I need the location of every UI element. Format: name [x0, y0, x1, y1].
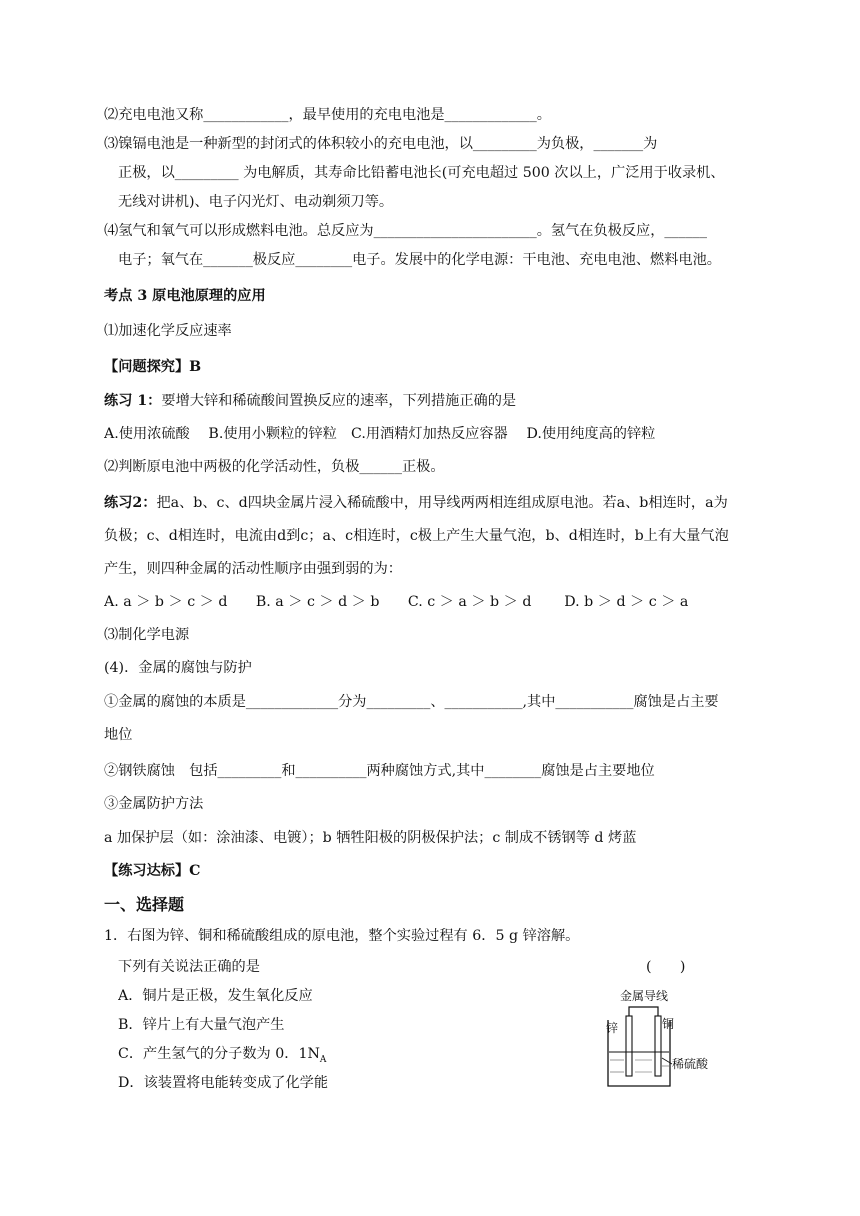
text-line: A.使用浓硫酸 B.使用小颗粒的锌粒 C.用酒精灯加热反应容器 D.使用纯度高的锌粒: [104, 426, 656, 442]
section-heading: 考点 3 原电池原理的应用: [104, 288, 266, 304]
text-line: 正极，以_________ 为电解质，其寿命比铅蓄电池长(可充电超过 500 次以上，广泛用于收录机、: [118, 165, 725, 181]
text-line: ③金属防护方法: [104, 796, 204, 812]
section-title: 一、选择题: [104, 895, 185, 914]
wire-label: 金属导线: [620, 989, 669, 1003]
copper-label: 铜: [662, 1017, 675, 1031]
text-line: 无线对讲机)、电子闪光灯、电动剃须刀等。: [118, 194, 394, 210]
galvanic-cell-figure: [600, 988, 710, 1092]
option-b: B．锌片上有大量气泡产生: [118, 1017, 285, 1033]
answer-bracket: ( ): [646, 959, 686, 975]
text-line: ⑷氢气和氧气可以形成燃料电池。总反应为_______________________。氢气在负极反应，______: [104, 223, 707, 239]
copper-electrode: [655, 1016, 661, 1076]
option-a: A．铜片是正极，发生氧化反应: [118, 988, 313, 1004]
exercise-text: 把a、b、c、d四块金属片浸入稀硫酸中，用导线两两相连组成原电池。若a、b相连时，a为: [156, 495, 728, 511]
question-stem: 下列有关说法正确的是: [118, 959, 260, 975]
exercise-label: 练习2：: [104, 495, 157, 511]
text-line: ⑴加速化学反应速率: [104, 323, 232, 339]
text-line: ⑵充电电池又称____________，最早使用的充电电池是_____________。: [104, 107, 551, 123]
section-heading: 【练习达标】C: [104, 863, 201, 879]
metal-wire: [629, 1007, 658, 1034]
option-c-text: C．产生氢气的分子数为 0．1N: [118, 1046, 320, 1062]
text-line: ⑶制化学电源: [104, 627, 190, 643]
text-line: 地位: [104, 727, 133, 743]
exercise-label: 练习 1：: [104, 393, 162, 409]
text-line: a 加保护层（如：涂油漆、电镀）；b 牺牲阳极的阴极保护法；c 制成不锈钢等 d 烤蓝: [104, 830, 637, 846]
text-line: 电子；氧气在_______极反应________电子。发展中的化学电源：干电池、充电电池、燃料电池。: [118, 252, 721, 268]
text-line: 负极；c、d相连时，电流由d到c；a、c相连时，c极上产生大量气泡，b、d相连时，b上有大量气泡: [104, 528, 729, 544]
zinc-electrode: [626, 1016, 632, 1076]
option-c-subscript: A: [319, 1054, 327, 1065]
text-line: ②钢铁腐蚀 包括_________和__________两种腐蚀方式,其中________腐蚀是占主要地位: [104, 763, 655, 779]
text-line: ⑶镍镉电池是一种新型的封闭式的体积较小的充电电池，以_________为负极，_______为: [104, 136, 658, 152]
text-line: (4)．金属的腐蚀与防护: [104, 660, 252, 676]
acid-label: 稀硫酸: [672, 1057, 709, 1071]
exercise-2: [104, 493, 764, 513]
option-d: D．该装置将电能转变成了化学能: [118, 1075, 329, 1091]
section-heading: 【问题探究】B: [104, 359, 202, 375]
text-line: ⑵判断原电池中两极的化学活动性，负极______正极。: [104, 459, 445, 475]
question-1: 1．右图为锌、铜和稀硫酸组成的原电池，整个实验过程有 6．5 g 锌溶解。: [104, 928, 580, 944]
text-line: A. a ＞ b ＞ c ＞ d B. a ＞ c ＞ d ＞ b C. c ＞ a ＞ b ＞ d D. b ＞ d ＞ c ＞ a: [104, 594, 689, 610]
exercise-1: [104, 391, 764, 411]
text-line: 产生，则四种金属的活动性顺序由强到弱的为：: [104, 561, 402, 577]
exercise-text: 要增大锌和稀硫酸间置换反应的速率，下列措施正确的是: [161, 393, 517, 409]
zinc-label: 锌: [606, 1021, 619, 1035]
option-c: [118, 1044, 578, 1070]
text-line: ①金属的腐蚀的本质是_____________分为_________、___________,其中___________腐蚀是占主要: [104, 694, 719, 710]
